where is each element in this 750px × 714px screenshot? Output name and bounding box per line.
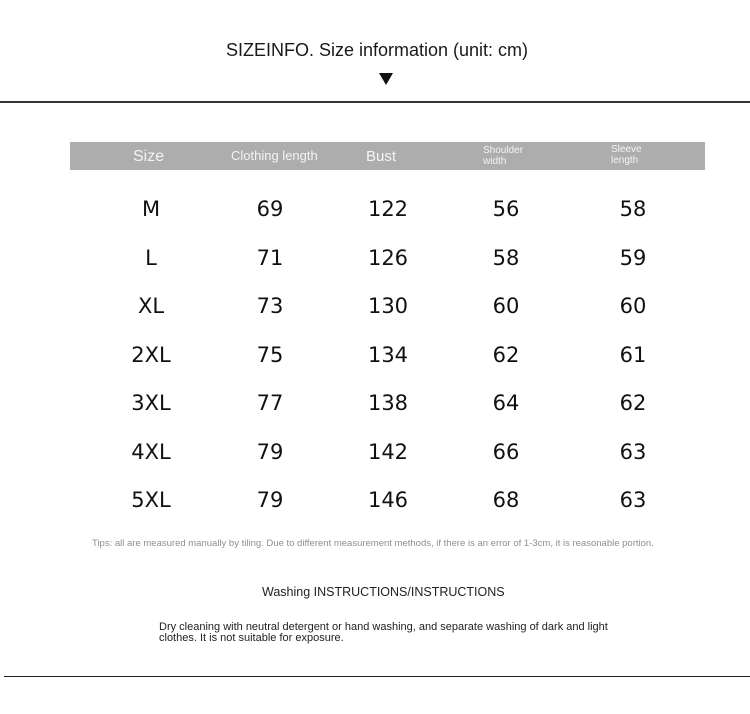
washing-text: Dry cleaning with neutral detergent or hand washing, and separate washing of dark and light clothes. It is not suitable for exposure.: [159, 621, 608, 644]
cell-bust: 126: [367, 245, 409, 270]
arrow-down-icon: [379, 73, 393, 85]
cell-size: M: [141, 197, 161, 221]
size-table-body: [70, 187, 705, 527]
cell-size: 5XL: [131, 488, 171, 512]
header-bust: Bust: [366, 148, 397, 165]
cell-shoulder-width: 66: [492, 439, 520, 464]
cell-bust: 138: [367, 391, 409, 415]
page-title: SIZEINFO. Size information (unit: cm): [225, 40, 529, 60]
cell-bust: 134: [367, 342, 409, 367]
cell-clothing-length: 71: [256, 245, 284, 270]
washing-title: Washing INSTRUCTIONS/INSTRUCTIONS: [262, 585, 505, 599]
table-row: [70, 430, 705, 479]
cell-shoulder-width: 58: [492, 245, 520, 270]
cell-bust: 146: [367, 488, 409, 512]
cell-size: 3XL: [131, 391, 171, 415]
cell-sleeve-length: 59: [619, 245, 647, 270]
cell-clothing-length: 73: [256, 294, 284, 318]
table-row: [70, 333, 705, 382]
cell-sleeve-length: 63: [619, 488, 647, 512]
header-shoulder-width: Shoulder width: [483, 145, 524, 167]
header-clothing-length: Clothing length: [231, 148, 318, 163]
cell-clothing-length: 69: [256, 197, 284, 221]
cell-sleeve-length: 61: [619, 342, 647, 367]
table-row: [70, 284, 705, 333]
measurement-tips: Tips: all are measured manually by tiling. Due to different measurement methods, if there is an error of 1-3cm, it is reasonable portion.: [92, 538, 654, 549]
cell-sleeve-length: 63: [619, 439, 647, 464]
cell-sleeve-length: 62: [619, 391, 647, 415]
header-sleeve-length: Sleeve length: [611, 144, 642, 166]
table-row: [70, 187, 705, 236]
cell-sleeve-length: 60: [619, 294, 647, 318]
cell-clothing-length: 75: [256, 342, 284, 367]
cell-bust: 130: [367, 294, 409, 318]
cell-size: 2XL: [131, 342, 171, 367]
cell-shoulder-width: 56: [492, 197, 520, 221]
cell-bust: 142: [367, 439, 409, 464]
size-table-header: [70, 142, 705, 170]
table-row: [70, 236, 705, 285]
cell-bust: 122: [367, 197, 409, 221]
cell-size: XL: [137, 294, 165, 318]
cell-sleeve-length: 58: [619, 197, 647, 221]
cell-shoulder-width: 68: [492, 488, 520, 512]
table-row: [70, 381, 705, 430]
divider-bottom: [4, 676, 750, 677]
divider-top: [0, 101, 750, 103]
cell-clothing-length: 79: [256, 439, 284, 464]
cell-clothing-length: 79: [256, 488, 284, 512]
cell-size: L: [145, 245, 157, 270]
cell-clothing-length: 77: [256, 391, 284, 415]
cell-shoulder-width: 60: [492, 294, 520, 318]
cell-shoulder-width: 64: [492, 391, 520, 415]
cell-size: 4XL: [131, 439, 171, 464]
cell-shoulder-width: 62: [492, 342, 520, 367]
table-row: [70, 478, 705, 527]
header-size: Size: [133, 148, 165, 165]
